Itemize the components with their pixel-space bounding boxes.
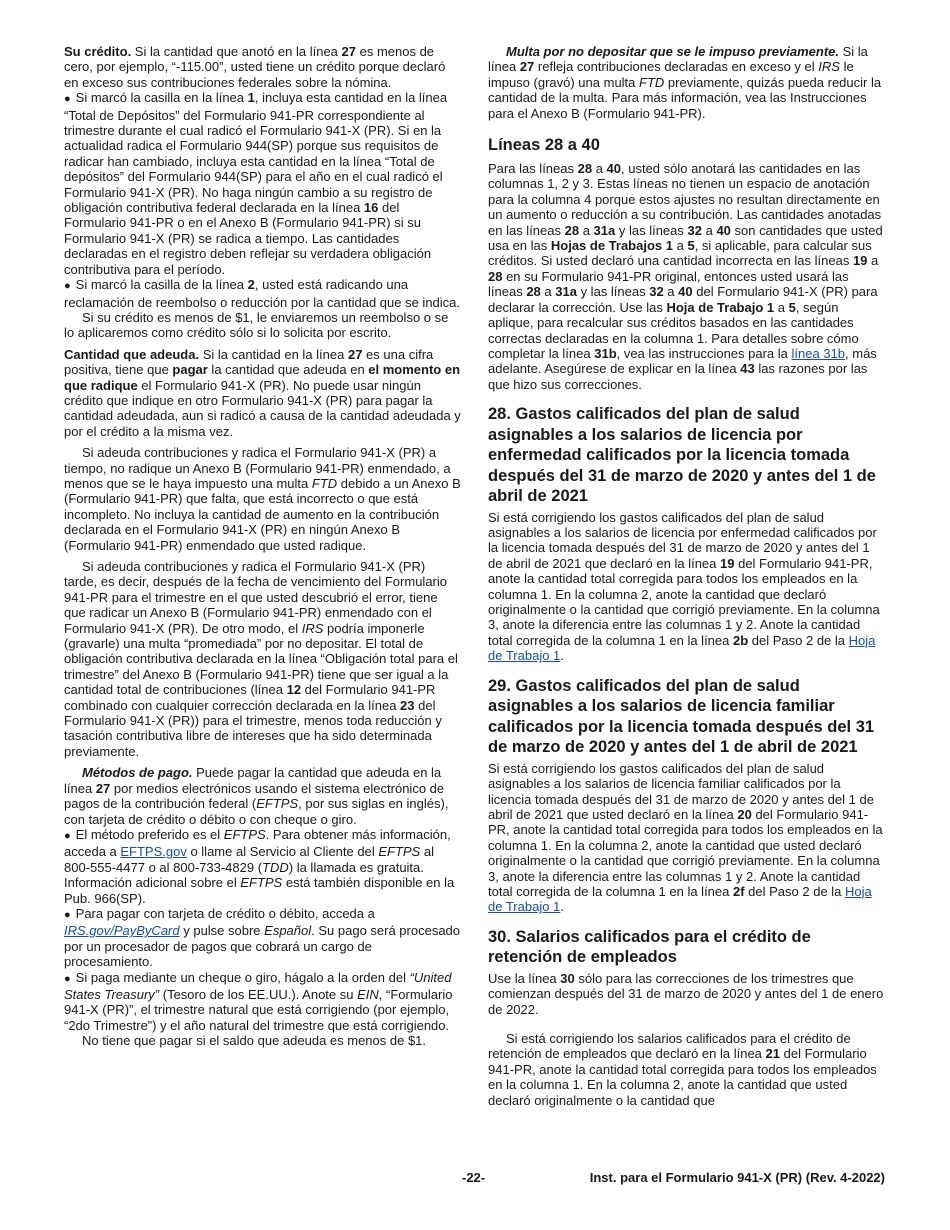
section-29-title: 29. Gastos calificados del plan de salud asignables a los salarios de licencia familiar calificados por la licencia tomada después del 31 de marzo de 2020 y antes del 1 de abril de 2021 xyxy=(488,676,875,757)
document-title: Inst. para el Formulario 941-X (PR) (Rev. 4-2022) xyxy=(589,1170,885,1185)
multa-heading: Multa por no depositar que se le impuso previamente. xyxy=(506,44,840,59)
adeuda-heading: Cantidad que adeuda. xyxy=(64,346,200,362)
bullet-icon: ● xyxy=(64,93,71,106)
section-29-paragraph: Si está corrigiendo los gastos calificados del plan de salud asignables a los salarios de licencia familiar calificados por la licencia tomada después del 31 de marzo de 2020 y antes del 1 de abril de 2021 que usted declaró en la línea 20 del Formulario 941-PR, anote la cantidad total corregida para todos los empleados en la columna 1. En la columna 2, anote la cantidad que usted declaró originalmente o la cantidad que corrigió previamente. En la columna 3, anote la diferencia entre las columnas 1 y 2. Anote la cantidad total corregida de la columna 1 en la línea 2f del Paso 2 de la Hoja de Trabajo 1. xyxy=(488,760,883,915)
adeuda-paragraph-3: Si adeuda contribuciones y radica el Formulario 941-X (PR) tarde, es decir, después de la fecha de vencimiento del Formulario 941-PR para el trimestre en el que usted descubrió el error, tiene que radicar un Anexo B (Formulario 941-PR) enmendado con el Formulario 941-X (PR). De otro modo, el IRS podría imponerle (gravarle) una multa “promediada” por no depositar. El total de obligación contributiva declarada en la línea “Obligación total para el trimestre” del Anexo B (Formulario 941-PR) tiene que ser igual a la cantidad total de contribuciones (línea 12 del Formulario 941-PR combinado con cualquier corrección declarada en la línea 23 del Formulario 941-X (PR)) para el trimestre, menos toda reducción y tasación contributiva libre de intereses que ha sido determinada previamente. xyxy=(64,559,458,759)
adeuda-paragraph: Cantidad que adeuda. Si la cantidad en la línea 27 es una cifra positiva, tiene que pagar la cantidad que adeuda en el momento en que radique el Formulario 941-X (PR). No puede usar ningún crédito que indique en otro Formulario 941-X (PR) para pagar la cantidad adeudada, aun si radicó a causa de la cantidad adeudada y por el crédito a la misma vez. xyxy=(64,346,461,439)
hoja-trabajo-1-link[interactable]: Hoja de Trabajo 1 xyxy=(488,883,872,915)
lineas-title: Líneas 28 a 40 xyxy=(488,136,600,155)
metodos-paragraph: Métodos de pago. Puede pagar la cantidad que adeuda en la línea 27 por medios electrónicos usando el sistema electrónico de pagos de la contribución federal (EFTPS, por sus siglas en inglés), con tarjeta de crédito o débito o con cheque o giro. xyxy=(64,765,449,827)
adeuda-paragraph-2: Si adeuda contribuciones y radica el Formulario 941-X (PR) a tiempo, no radique un Anexo B (Formulario 941-PR) enmendado, a menos que se le haya impuesto una multa FTD debido a un Anexo B (Formulario 941-PR) que falta, que está incorrecto o que está incompleto. No incluya la cantidad de aumento en la contribución declarada en el Formulario 941-X (PR) en ningún Anexo B (Formulario 941-PR) enmendado que usted radique. xyxy=(64,445,461,553)
metodos-bullet-2: ● Para pagar con tarjeta de crédito o débito, acceda a IRS.gov/PayByCard y pulse sobre Español. Su pago será procesado por un procesador de pagos que cobrará un cargo de procesamiento. xyxy=(64,905,461,970)
bullet-icon: ● xyxy=(64,829,71,842)
multa-paragraph: Multa por no depositar que se le impuso previamente. Si la línea 27 refleja contribuciones declaradas en exceso y el IRS le impuso (gravó) una multa FTD previamente, quizás pueda reducir la cantidad de la multa. Para más información, vea las Instrucciones para el Anexo B (Formulario 941-PR). xyxy=(488,44,882,121)
bullet-icon: ● xyxy=(64,280,71,293)
section-30-paragraph: Use la línea 30 sólo para las correcciones de los trimestres que comienzan después del 31 de marzo de 2020 y antes del 1 de enero de 2022. xyxy=(488,970,884,1017)
credito-paragraph-2: Si su crédito es menos de $1, le enviaremos un reembolso o se lo aplicaremos como crédito sólo si lo solicita por escrito. xyxy=(64,309,449,341)
metodos-bullet-3: ● Si paga mediante un cheque o giro, hágalo a la orden del “United States Treasury” (Tesoro de los EE.UU.). Anote su EIN, “Formulario 941-X (PR)”, el trimestre natural que está corrigiendo (por ejemplo, “2do Trimestre”) y el año natural del trimestre que está corrigiendo. xyxy=(64,969,453,1033)
credito-bullet-1: ● Si marcó la casilla en la línea 1, incluya esta cantidad en la línea “Total de Depósitos” del Formulario 941-PR correspondiente al trimestre durante el cual radicó el Formulario 941-X (PR). Si en la actualidad radica el Formulario 944(SP) porque sus requisitos de radicar han cambiado, incluya esta cantidad en la línea “Total de depósitos” del Formulario 944(SP) para el año en el cual radicó el Formulario 941-X (PR). No haga ningún cambio a su registro de obligación contributiva federal declarada en la línea 16 del Formulario 941-PR o en el Anexo B (Formulario 941-PR) si su Formulario 941-X (PR) se radica a tiempo. Las cantidades declaradas en el registro deben reflejar su verdadera obligación contributiva para el período. xyxy=(64,90,448,277)
linea-31b-link[interactable]: línea 31b xyxy=(791,345,846,361)
credito-bullet-2: ● Si marcó la casilla de la línea 2, usted está radicando una reclamación de reembolso o reducción por la cantidad que se indica. xyxy=(64,277,461,310)
metodos-bullet-1: ● El método preferido es el EFTPS. Para obtener más información, acceda a EFTPS.gov o llame al Servicio al Cliente del EFTPS al 800-555-4477 o al 800-733-4829 (TDD) la llamada es gratuita. Información adicional sobre el EFTPS está también disponible en la Pub. 966(SP). xyxy=(64,826,455,906)
credito-paragraph: Su crédito. Si la cantidad que anotó en la línea 27 es menos de cero, por ejemplo, “-115.00”, usted tiene un crédito porque declaró en exceso sus contribuciones federales sobre la nómina. xyxy=(64,44,446,90)
right-column xyxy=(488,44,884,1114)
hoja-trabajo-1-link[interactable]: Hoja de Trabajo 1 xyxy=(488,632,876,664)
section-28-title: 28. Gastos calificados del plan de salud asignables a los salarios de licencia por enfermedad calificados por la licencia tomada después del 31 de marzo de 2020 y antes del 1 de abril de 2021 xyxy=(488,405,876,506)
eftps-link[interactable]: EFTPS.gov xyxy=(120,844,187,860)
section-30-paragraph-2: Si está corrigiendo los salarios calificados para el crédito de retención de empleados que declaró en la línea 21 del Formulario 941-PR, anote la cantidad total corregida para todos los empleados en la columna 1. En la columna 2, anote la cantidad que usted declaró originalmente o la cantidad que xyxy=(488,1030,877,1108)
metodos-last: No tiene que pagar si el saldo que adeuda es menos de $1. xyxy=(82,1033,427,1049)
bullet-icon: ● xyxy=(64,972,71,985)
page-number: -22- xyxy=(462,1170,486,1185)
lineas-paragraph: Para las líneas 28 a 40, usted sólo anotará las cantidades en las columnas 1, 2 y 3. Estas líneas no tienen un espacio de anotación para la columna 4 porque estos ajustes no resultan directamente en un aumento o reducción a su contribución. Las cantidades anotadas en las líneas 28 a 31a y las líneas 32 a 40 son cantidades que usted usa en las Hojas de Trabajos 1 a 5, si aplicable, para calcular sus créditos. Si usted declaró una cantidad incorrecta en las líneas 19 a 28 en su Formulario 941-PR original, entonces usted usará las líneas 28 a 31a y las líneas 32 a 40 del Formulario 941-X (PR) para declarar la corrección. Use las Hoja de Trabajo 1 a 5, según aplique, para recalcular sus créditos basados en las cantidades correctas declaradas en la columna 1. Para detalles sobre cómo completar la línea 31b, vea las instrucciones para la línea 31b, más adelante. Asegúrese de explicar en la línea 43 las razones por las que hizo sus correcciones. xyxy=(488,161,883,392)
section-30-title: 30. Salarios calificados para el crédito de retención de empleados xyxy=(488,927,811,967)
bullet-icon: ● xyxy=(64,908,71,921)
paybycard-link[interactable]: IRS.gov/PayByCard xyxy=(64,923,180,939)
section-28-paragraph: Si está corrigiendo los gastos calificados del plan de salud asignables a los salarios de licencia por enfermedad calificados por la licencia tomada después del 31 de marzo de 2020 y antes del 1 de abril de 2021 que declaró en la línea 19 del Formulario 941-PR, anote la cantidad total corregida para todos los empleados en la columna 1. En la columna 2, anote la cantidad que declaró originalmente o la cantidad que corrigió previamente. En la columna 3, anote la diferencia entre las columnas 1 y 2. Anote la cantidad total corregida de la columna 1 en la línea 2b del Paso 2 de la Hoja de Trabajo 1. xyxy=(488,509,880,664)
credito-heading: Su crédito. xyxy=(64,44,132,59)
metodos-heading: Métodos de pago. xyxy=(82,765,193,781)
left-column xyxy=(64,44,462,1055)
